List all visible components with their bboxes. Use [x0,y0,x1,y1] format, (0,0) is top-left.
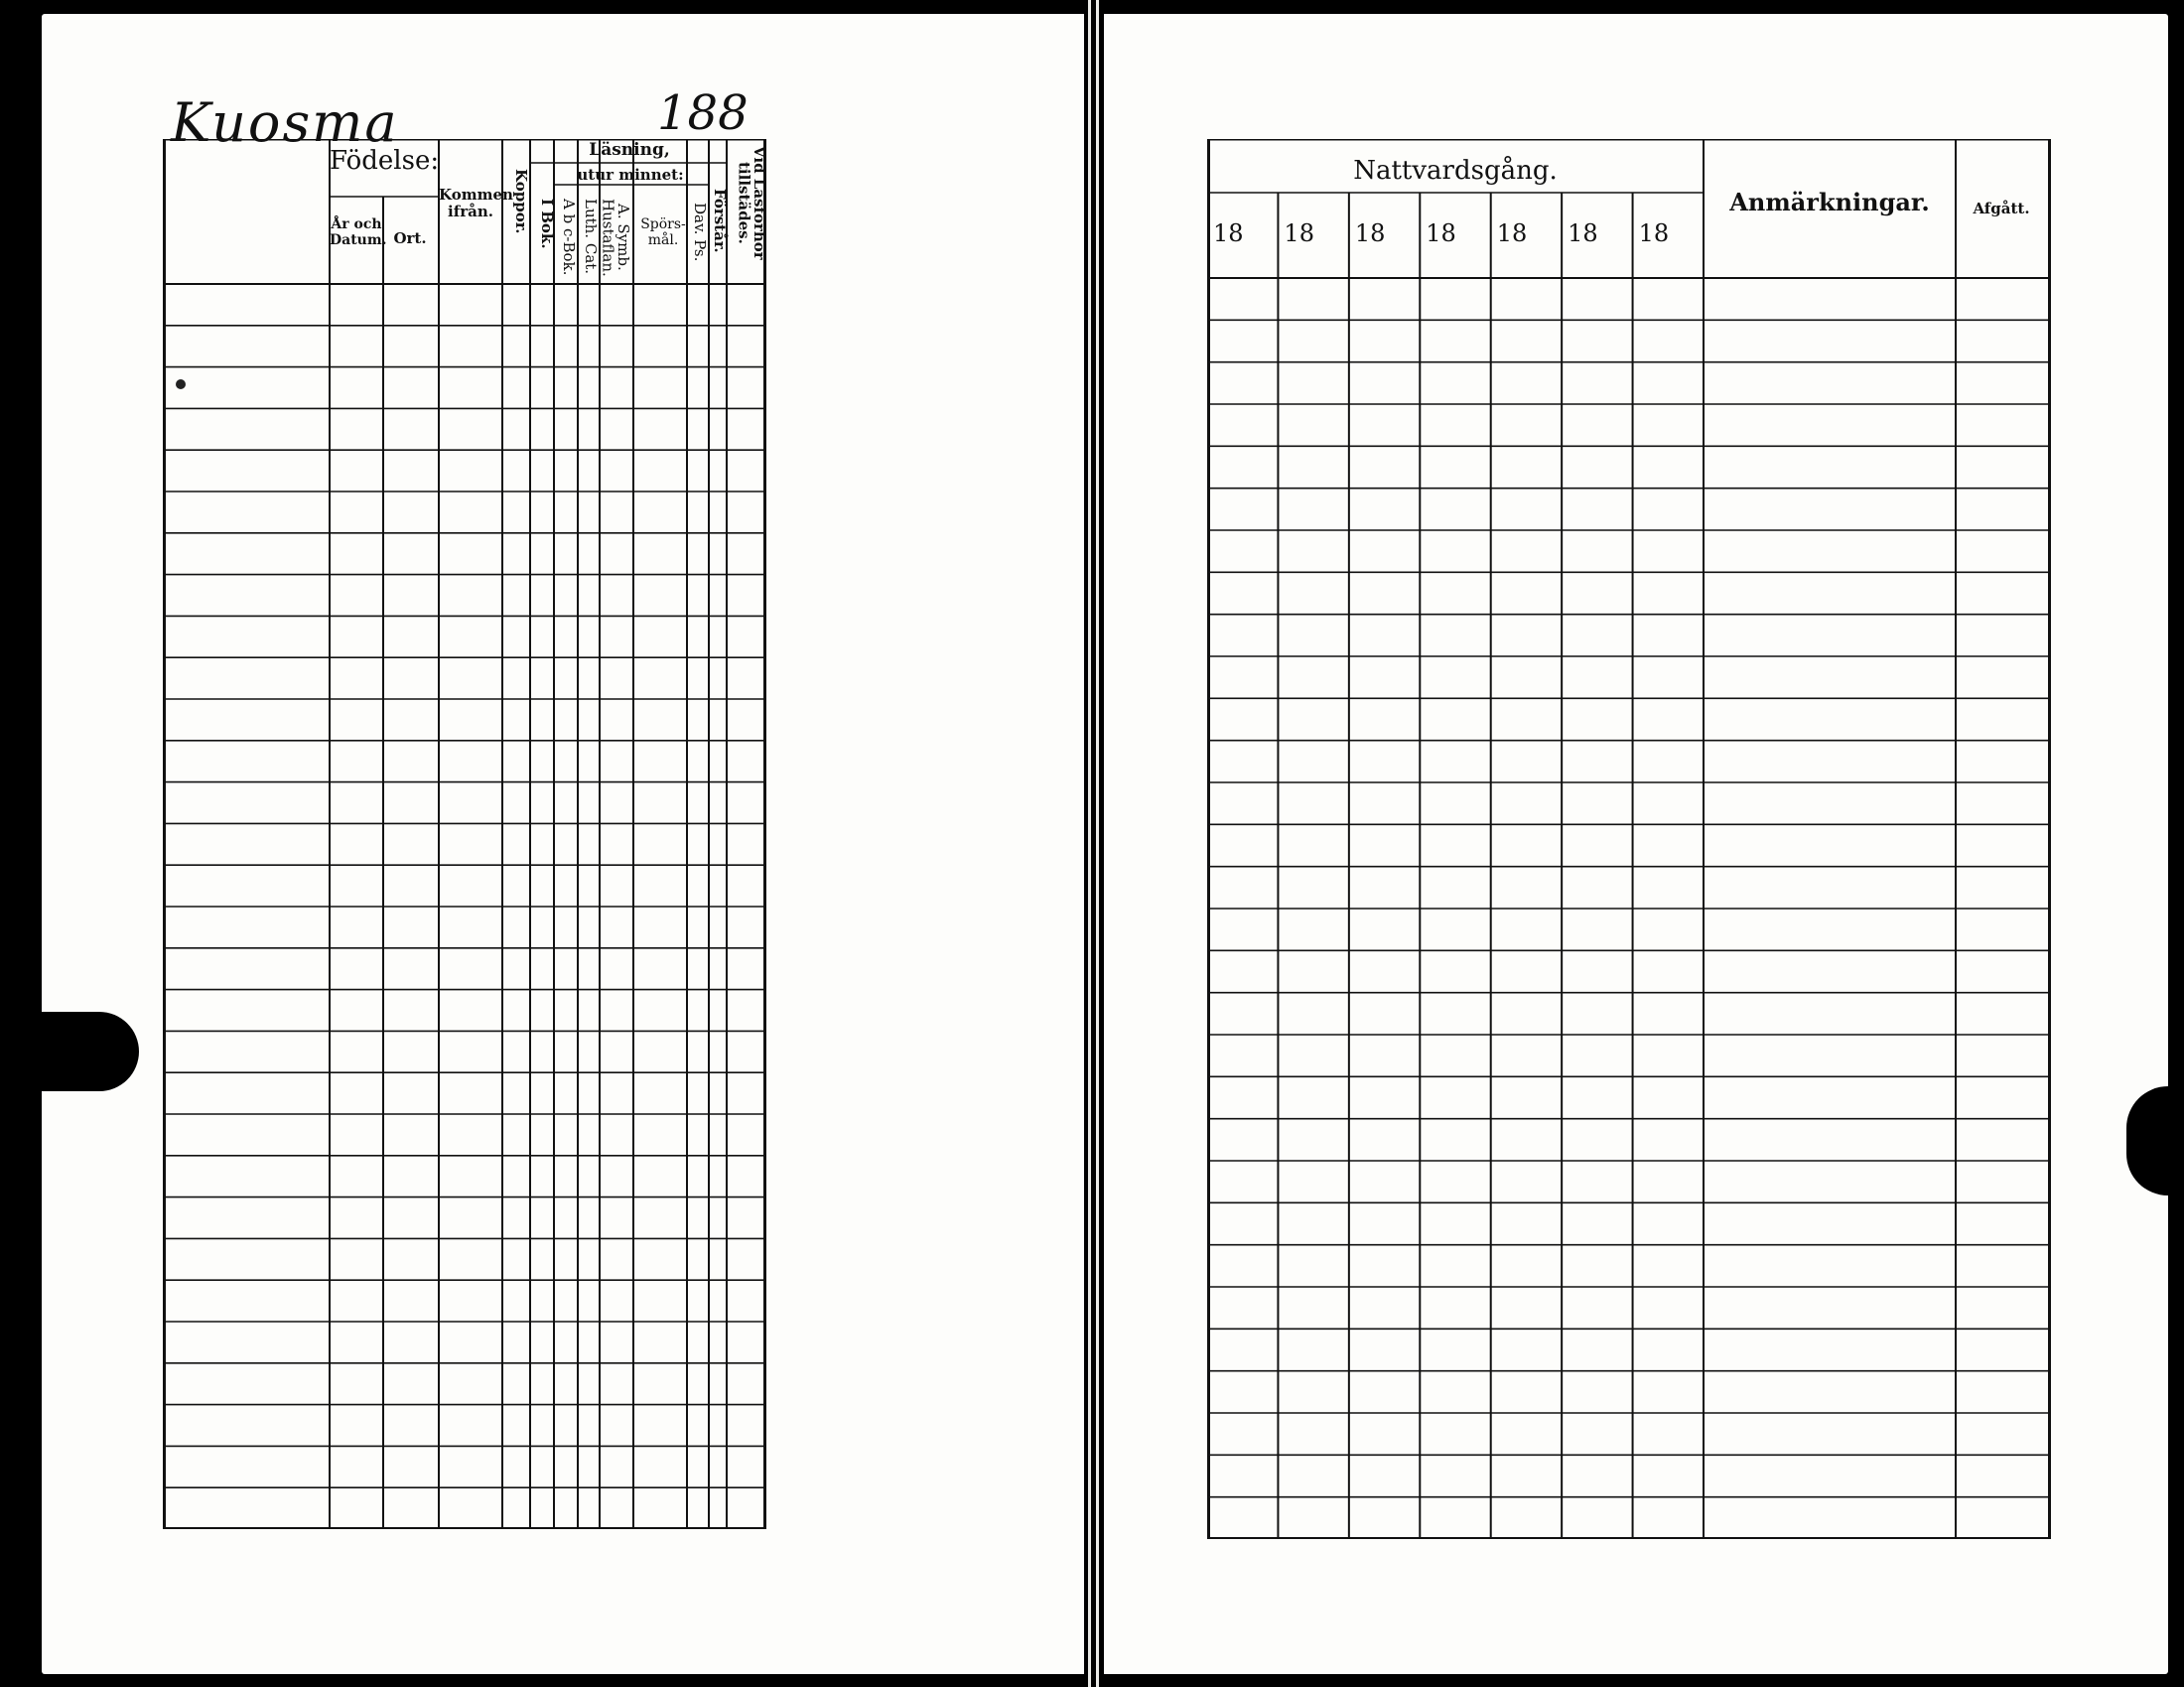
header-sporsmal: Spörs-mål. [640,216,686,249]
left-register-table [163,139,766,1529]
left-page [42,14,1084,1674]
binding-tab-left [42,1012,139,1091]
header-luth-cat: Luth. Cat. [582,199,600,275]
ink-spot [176,379,186,389]
header-kommen: Kommen ifrån. [439,186,513,221]
header-year-5: 18 [1496,219,1528,247]
header-forstar: Förstår. [711,189,729,253]
header-symb-hustaflan: A. Symb. Hustaflan. [599,198,632,277]
book-gutter [1084,0,1104,1687]
header-ort: Ort. [393,229,427,247]
parish-name-handwritten: Kuosma [171,91,399,154]
header-koppor: Koppor. [512,169,530,234]
header-lasforhor: Vid Läsförhör tillstädes. [735,145,768,260]
header-abc-bok: A b c-Bok. [560,199,578,276]
left-table-lines [163,139,766,1529]
header-anmarkningar: Anmärkningar. [1729,188,1930,216]
page-number-handwritten: 188 [657,85,749,141]
header-dav-ps: Dav. Ps. [691,203,709,262]
header-lasning: Läsning, [589,140,670,160]
header-afgatt: Afgått. [1973,200,2030,217]
header-year-7: 18 [1638,219,1670,247]
header-i-bok: I Bok. [538,199,556,249]
header-year-4: 18 [1426,219,1456,247]
right-page [1104,14,2168,1674]
header-ar-datum: År och Datum. [330,216,387,249]
header-year-3: 18 [1354,219,1386,247]
right-table-lines [1207,139,2051,1539]
header-nattvardsgang: Nattvardsgång. [1353,156,1558,186]
right-register-table [1207,139,2051,1539]
header-year-1: 18 [1213,219,1244,247]
header-fodelse: Födelse: [330,146,440,176]
header-year-2: 18 [1284,219,1314,247]
header-utur-minnet: utur minnet: [577,166,684,184]
binding-tab-right [2126,1086,2168,1195]
header-year-6: 18 [1568,219,1598,247]
